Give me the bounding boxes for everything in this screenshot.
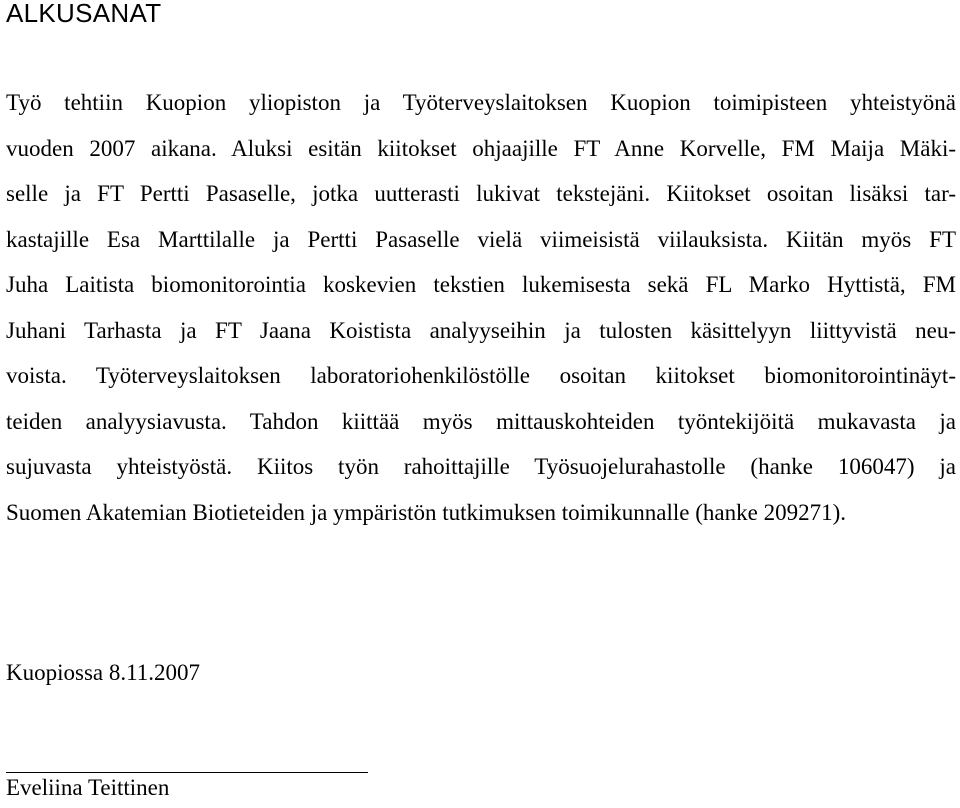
- paragraph-line: vuoden 2007 aikana. Aluksi esitän kiitokset ohjaajille FT Anne Korvelle, FM Maija Mäki-: [6, 135, 956, 161]
- place-and-date: Kuopiossa 8.11.2007: [6, 660, 201, 685]
- paragraph-line: kastajille Esa Marttilalle ja Pertti Pasaselle vielä viimeisistä viilauksista. Kiitän myös FT: [6, 226, 956, 252]
- paragraph-line: Suomen Akatemian Biotieteiden ja ympäristön tutkimuksen toimikunnalle (hanke 209271).: [6, 499, 846, 525]
- signer-name: Eveliina Teittinen: [6, 775, 170, 800]
- paragraph-line: voista. Työterveyslaitoksen laboratoriohenkilöstölle osoitan kiitokset biomonitorointinäyt-: [6, 363, 956, 388]
- foreword-paragraph: [6, 80, 956, 535]
- paragraph-line: selle ja FT Pertti Pasaselle, jotka uutterasti lukivat tekstejäni. Kiitokset osoitan lisäksi tar-: [6, 181, 956, 206]
- page-title: ALKUSANAT: [6, 0, 162, 28]
- paragraph-line: teiden analyysiavusta. Tahdon kiittää myös mittauskohteiden työntekijöitä mukavasta ja: [6, 408, 956, 434]
- paragraph-line: sujuvasta yhteistyöstä. Kiitos työn rahoittajille Työsuojelurahastolle (hanke 106047) ja: [6, 454, 956, 479]
- paragraph-line: Työ tehtiin Kuopion yliopiston ja Työterveyslaitoksen Kuopion toimipisteen yhteistyönä: [6, 90, 956, 115]
- paragraph-line: Juha Laitista biomonitorointia koskevien tekstien lukemisesta sekä FL Marko Hyttistä, FM: [6, 272, 956, 297]
- paragraph-line: Juhani Tarhasta ja FT Jaana Koistista analyyseihin ja tulosten käsittelyyn liittyvistä neu-: [6, 317, 956, 343]
